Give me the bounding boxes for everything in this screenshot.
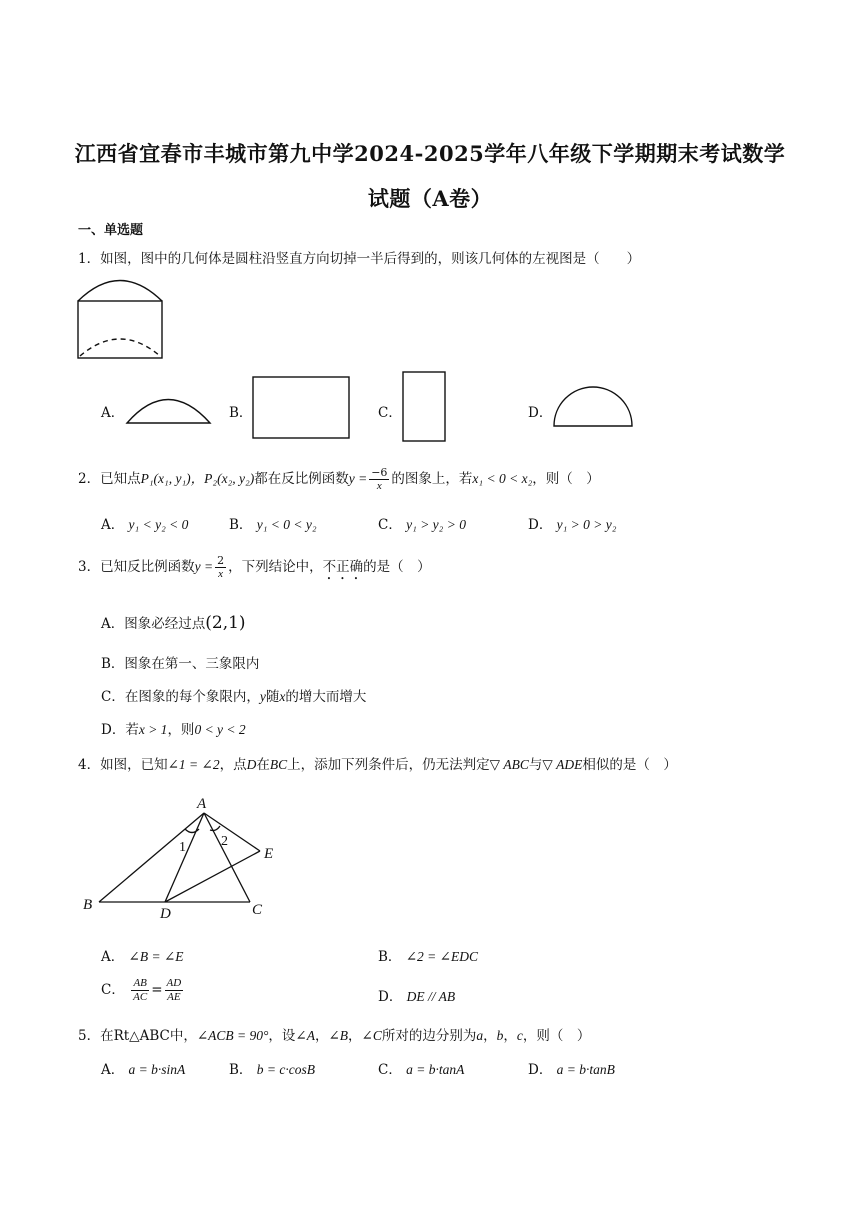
q3-emphasis: 不正确	[322, 559, 364, 575]
q1-option-b-label: B．	[229, 405, 253, 421]
q4-option-c: C． $\frac{AB}{AC}$ = $\frac{AD}{AE}$	[101, 977, 182, 1003]
fig-label-d: D	[160, 906, 171, 922]
page-title-line2: 试题（A卷）	[367, 186, 493, 211]
q2-option-b: B． y₁ < 0 < y₂	[229, 517, 317, 533]
q2-stem: 2．已知点P₁(x₁, y₁)，P₂(x₂, y₂)都在反比例函数y = $\frac{-6}{x}$ 的图象上，若x₁ < 0 < x₂，则（ ）	[78, 466, 600, 492]
q2-option-a: A． y₁ < y₂ < 0	[101, 517, 189, 533]
q3-stem: 3．已知反比例函数y = $\frac{2}{x}$ ，下列结论中，不正确的是（ ）	[78, 554, 431, 580]
q5-option-d: D． a = b·tanB	[528, 1062, 615, 1078]
q1-option-b-rect-figure	[252, 376, 352, 440]
q3-option-a: A．图象必经过点(2,1)	[101, 613, 246, 633]
q5-option-a: A． a = b·sinA	[101, 1062, 186, 1078]
q2-option-d: D． y₁ > 0 > y₂	[528, 517, 617, 533]
q4-stem: 4．如图，已知∠1 = ∠2，点D在BC上，添加下列条件后，仍无法判定▽ ABC与▽ ADE相似的是（ ）	[78, 757, 677, 773]
q1-option-d-semicircle-figure	[552, 385, 634, 429]
fig-angle-2: 2	[221, 834, 228, 849]
q1-option-c-tall-rect-figure	[402, 371, 448, 443]
fig-label-e: E	[264, 846, 274, 862]
q4-option-b: B． ∠2 = ∠EDC	[378, 949, 478, 965]
section-heading: 一、单选题	[78, 223, 144, 238]
fig-label-a: A	[197, 796, 207, 812]
q1-stem: 1．如图，图中的几何体是圆柱沿竖直方向切掉一半后得到的，则该几何体的左视图是（ ）	[78, 251, 641, 267]
q4-option-d: D． DE // AB	[378, 989, 456, 1005]
q5-option-c: C． a = b·tanA	[378, 1062, 465, 1078]
q3-option-d: D．若x > 1，则0 < y < 2	[101, 722, 246, 738]
fig-label-c: C	[252, 902, 263, 918]
q5-stem: 5．在Rt△ABC中，∠ACB = 90°，设∠A，∠B，∠C所对的边分别为a，b，c，则（ ）	[78, 1028, 591, 1044]
q1-option-a-arc-figure	[124, 388, 214, 426]
q1-option-d-label: D．	[528, 405, 553, 421]
q3-option-c: C．在图象的每个象限内，y随x的增大而增大	[101, 689, 367, 705]
page-title-line1: 江西省宜春市丰城市第九中学2024-2025学年八年级下学期期末考试数学	[74, 141, 786, 166]
q1-option-c-label: C．	[378, 405, 402, 421]
fig-label-b: B	[83, 897, 93, 913]
q3-option-b: B．图象在第一、三象限内	[101, 656, 260, 672]
q4-triangle-figure	[78, 792, 298, 922]
q3-fraction: $\frac{2}{x}$	[217, 554, 225, 580]
q4-option-a: A． ∠B = ∠E	[101, 949, 184, 965]
fig-angle-1: 1	[179, 840, 186, 855]
q1-option-a-label: A．	[101, 405, 125, 421]
q2-fraction: $\frac{-6}{x}$	[371, 466, 388, 492]
q2-option-c: C． y₁ > y₂ > 0	[378, 517, 466, 533]
q5-option-b: B． b = c·cosB	[229, 1062, 315, 1078]
q1-solid-figure	[76, 272, 166, 364]
